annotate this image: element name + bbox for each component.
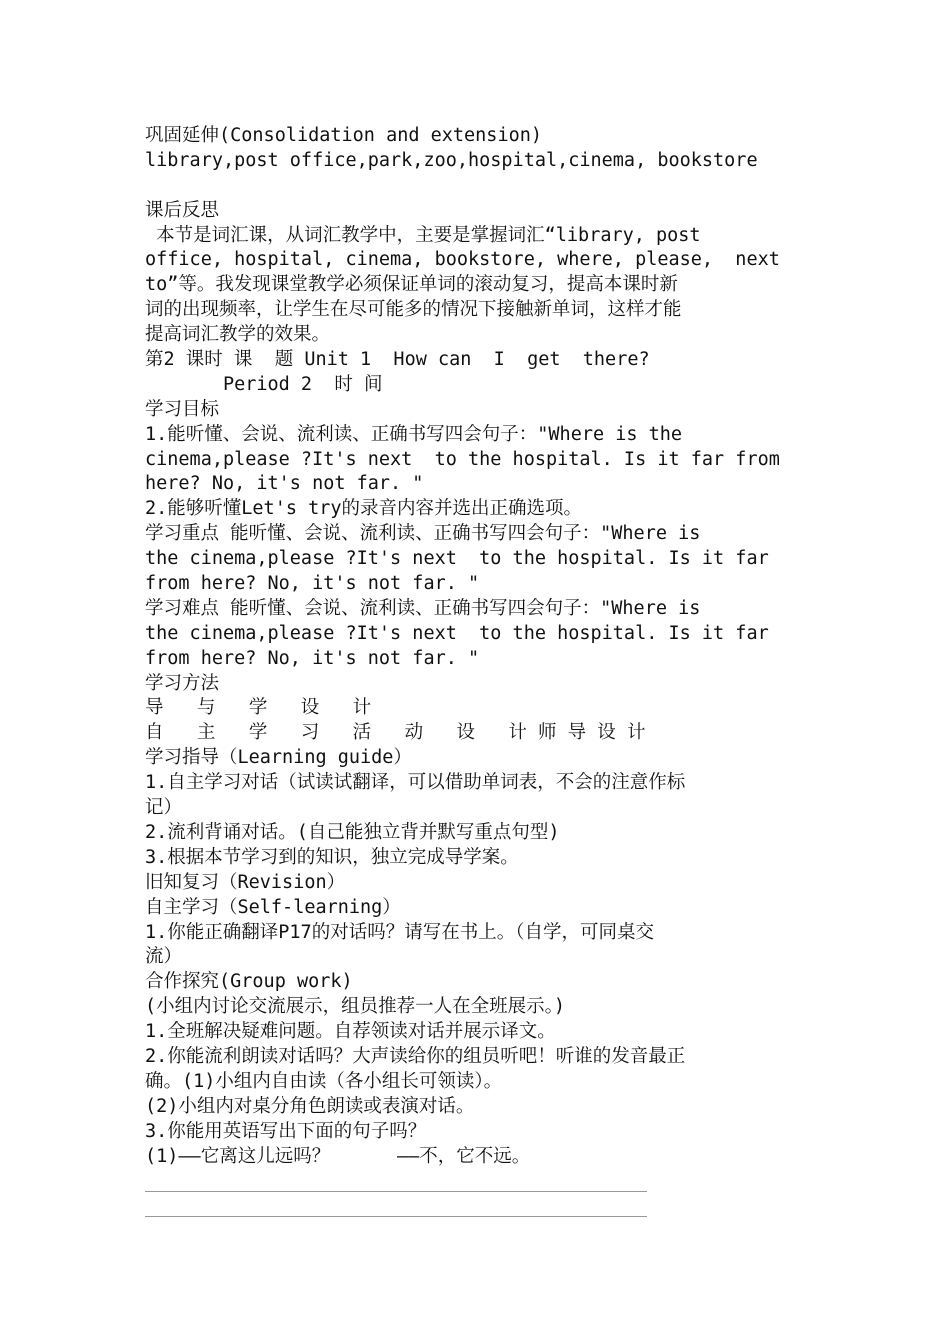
vocabulary-list: library,post office,park,zoo,hospital,cinema, bookstore xyxy=(145,149,758,171)
lesson-title: 第2 课时 课 题 Unit 1 How can I get there? xyxy=(145,349,650,371)
self-learning-heading: 自主学习（Self-learning） xyxy=(145,896,401,918)
reflection-text-line: 本节是词汇课，从词汇教学中，主要是掌握词汇“library, post xyxy=(145,224,701,246)
self-learning-item: 流） xyxy=(145,946,183,968)
group-work-item: 1.全班解决疑难问题。自荐领读对话并展示译文。 xyxy=(145,1021,556,1043)
translation-exercise: (1)——它离这儿远吗？ ——不，它不远。 xyxy=(145,1145,531,1167)
key-points-line: from here? No, it's not far. " xyxy=(145,573,480,595)
reflection-text-line: to”等。我发现课堂教学必须保证单词的滚动复习，提高本课时新 xyxy=(145,274,678,296)
objective-line: cinema,please ?It's next to the hospital. Is it far from xyxy=(145,448,780,470)
difficulties-line: the cinema,please ?It's next to the hospital. Is it far xyxy=(145,622,769,644)
group-work-heading: 合作探究(Group work) xyxy=(145,971,353,993)
consolidation-heading: 巩固延伸(Consolidation and extension) xyxy=(145,125,543,146)
group-work-note: (小组内讨论交流展示，组员推荐一人在全班展示。) xyxy=(145,996,566,1018)
group-work-item: 3.你能用英语写出下面的句子吗？ xyxy=(145,1120,427,1142)
objectives-heading: 学习目标 xyxy=(145,398,220,420)
reflection-text-line: 提高词汇教学的效果。 xyxy=(145,324,331,346)
guide-item: 3.根据本节学习到的知识，独立完成导学案。 xyxy=(145,846,519,868)
reflection-heading: 课后反思 xyxy=(145,199,220,221)
reflection-text-line: 词的出现频率，让学生在尽可能多的情况下接触新单词，这样才能 xyxy=(145,299,682,321)
activity-columns-heading: 自 主 学 习 活 动 设 计 师 导 设 计 xyxy=(145,722,646,744)
objective-line: 2.能够听懂Let's try的录音内容并选出正确选项。 xyxy=(145,498,583,520)
group-work-item: (2)小组内对桌分角色朗读或表演对话。 xyxy=(145,1095,475,1117)
key-points-line: 学习重点 能听懂、会说、流利读、正确书写四会句子："Where is xyxy=(145,523,701,545)
answer-line[interactable] xyxy=(145,1216,647,1217)
reflection-text-line: office, hospital, cinema, bookstore, where, please, next xyxy=(145,249,780,271)
lesson-period: Period 2 时 间 xyxy=(145,373,383,395)
answer-line[interactable] xyxy=(145,1191,647,1192)
objective-line: here? No, it's not far. " xyxy=(145,473,424,495)
key-points-line: the cinema,please ?It's next to the hospital. Is it far xyxy=(145,548,769,570)
group-work-item: 2.你能流利朗读对话吗？大声读给你的组员听吧！听谁的发音最正 xyxy=(145,1045,686,1067)
guide-item: 记） xyxy=(145,797,183,819)
self-learning-item: 1.你能正确翻译P17的对话吗？请写在书上。（自学，可同桌交 xyxy=(145,921,654,943)
document-body xyxy=(145,124,805,1169)
objective-line: 1.能听懂、会说、流利读、正确书写四会句子："Where is the xyxy=(145,423,683,445)
guide-heading: 学习指导（Learning guide） xyxy=(145,747,412,769)
difficulties-line: 学习难点 能听懂、会说、流利读、正确书写四会句子："Where is xyxy=(145,597,701,619)
guide-item: 1.自主学习对话（试读试翻译，可以借助单词表，不会的注意作标 xyxy=(145,772,686,794)
revision-heading: 旧知复习（Revision） xyxy=(145,871,346,893)
blank-line xyxy=(145,174,805,199)
difficulties-line: from here? No, it's not far. " xyxy=(145,647,480,669)
method-heading: 学习方法 xyxy=(145,672,220,694)
design-heading: 导 与 学 设 计 xyxy=(145,697,372,719)
guide-item: 2.流利背诵对话。(自己能独立背并默写重点句型) xyxy=(145,821,560,843)
group-work-item: 确。(1)小组内自由读（各小组长可领读）。 xyxy=(145,1070,503,1092)
